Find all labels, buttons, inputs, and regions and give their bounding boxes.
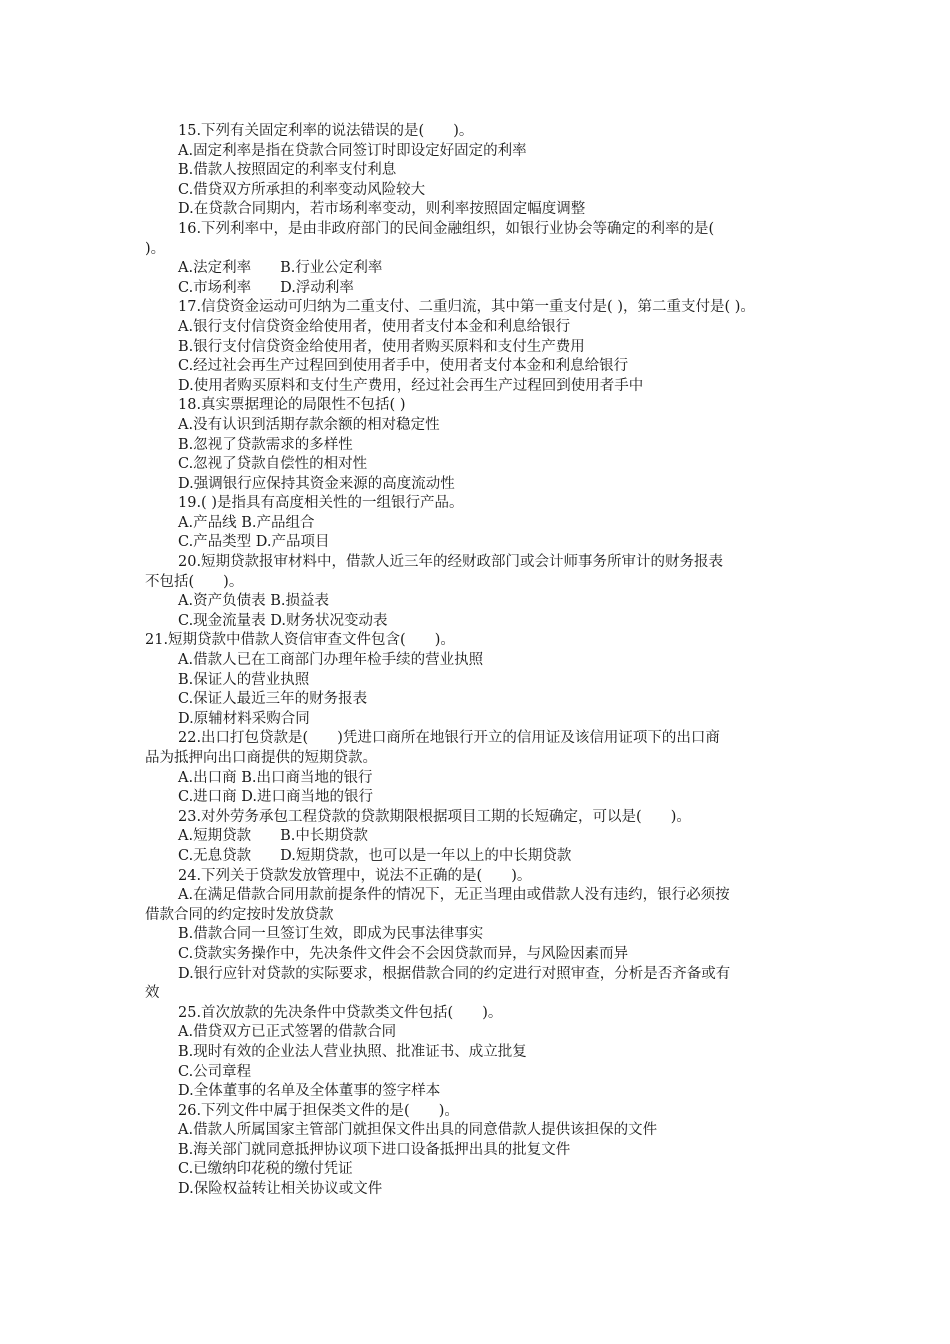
text-line: A.出口商 B.出口商当地的银行 bbox=[178, 769, 373, 786]
text-line: C.无息贷款 D.短期贷款，也可以是一年以上的中长期贷款 bbox=[178, 847, 572, 864]
text-line: D.银行应针对贷款的实际要求，根据借款合同的约定进行对照审查，分析是否齐备或有 bbox=[178, 965, 731, 982]
text-line: 18.真实票据理论的局限性不包括( ) bbox=[178, 397, 406, 414]
text-line: 不包括( )。 bbox=[145, 573, 244, 590]
text-line: 24.下列关于贷款发放管理中，说法不正确的是( )。 bbox=[178, 867, 532, 884]
text-line: C.经过社会再生产过程回到使用者手中，使用者支付本金和利息给银行 bbox=[178, 358, 629, 375]
text-line: D.保险权益转让相关协议或文件 bbox=[178, 1181, 383, 1198]
text-line: D.在贷款合同期内，若市场利率变动，则利率按照固定幅度调整 bbox=[178, 201, 586, 218]
text-line: 26.下列文件中属于担保类文件的是( )。 bbox=[178, 1102, 459, 1119]
text-line: B.保证人的营业执照 bbox=[178, 671, 310, 688]
exam-questions bbox=[145, 122, 815, 1200]
text-line: 21.短期贷款中借款人资信审查文件包含( )。 bbox=[145, 632, 455, 649]
text-line: A.产品线 B.产品组合 bbox=[178, 514, 315, 531]
text-line: B.借款合同一旦签订生效，即成为民事法律事实 bbox=[178, 926, 484, 943]
text-line: A.银行支付信贷资金给使用者，使用者支付本金和利息给银行 bbox=[178, 318, 571, 335]
text-line: D.原辅材料采购合同 bbox=[178, 710, 310, 727]
text-line: 20.短期贷款报审材料中，借款人近三年的经财政部门或会计师事务所审计的财务报表 bbox=[178, 554, 724, 571]
text-line: D.使用者购买原料和支付生产费用，经过社会再生产过程回到使用者手中 bbox=[178, 377, 644, 394]
text-line: C.市场利率 D.浮动利率 bbox=[178, 279, 354, 296]
text-line: B.借款人按照固定的利率支付利息 bbox=[178, 162, 397, 179]
text-line: B.海关部门就同意抵押协议项下进口设备抵押出具的批复文件 bbox=[178, 1141, 571, 1158]
text-line: B.现时有效的企业法人营业执照、批准证书、成立批复 bbox=[178, 1043, 527, 1060]
text-line: C.公司章程 bbox=[178, 1063, 252, 1080]
text-line: D.全体董事的名单及全体董事的签字样本 bbox=[178, 1083, 441, 1100]
text-line: A.短期贷款 B.中长期贷款 bbox=[178, 828, 368, 845]
text-line: 25.首次放款的先决条件中贷款类文件包括( )。 bbox=[178, 1004, 503, 1021]
text-line: A.没有认识到活期存款余额的相对稳定性 bbox=[178, 416, 440, 433]
text-line: D.强调银行应保持其资金来源的高度流动性 bbox=[178, 475, 455, 492]
text-line: C.贷款实务操作中，先决条件文件会不会因贷款而异，与风险因素而异 bbox=[178, 945, 629, 962]
text-line: B.忽视了贷款需求的多样性 bbox=[178, 436, 353, 453]
text-line: A.法定利率 B.行业公定利率 bbox=[178, 260, 383, 277]
text-line: 15.下列有关固定利率的说法错误的是( )。 bbox=[178, 123, 474, 139]
text-line: C.保证人最近三年的财务报表 bbox=[178, 691, 368, 708]
text-line: A.在满足借款合同用款前提条件的情况下，无正当理由或借款人没有违约，银行必须按 bbox=[178, 887, 730, 904]
text-line: B.银行支付信贷资金给使用者，使用者购买原料和支付生产费用 bbox=[178, 338, 585, 355]
text-line: A.资产负债表 B.损益表 bbox=[178, 593, 329, 610]
text-line: C.产品类型 D.产品项目 bbox=[178, 534, 330, 551]
text-line: A.借款人所属国家主管部门就担保文件出具的同意借款人提供该担保的文件 bbox=[178, 1122, 658, 1139]
text-line: 借款合同的约定按时发放贷款 bbox=[145, 906, 334, 923]
text-line: A.固定利率是指在贷款合同签订时即设定好固定的利率 bbox=[178, 142, 527, 159]
text-line: 17.信贷资金运动可归纳为二重支付、二重归流，其中第一重支付是( )，第二重支付是( )。 bbox=[178, 299, 755, 316]
text-line: A.借款人已在工商部门办理年检手续的营业执照 bbox=[178, 652, 484, 669]
text-line: A.借贷双方已正式签署的借款合同 bbox=[178, 1024, 397, 1041]
text-line: C.现金流量表 D.财务状况变动表 bbox=[178, 612, 388, 629]
text-line: C.进口商 D.进口商当地的银行 bbox=[178, 789, 374, 806]
text-line: C.已缴纳印花税的缴付凭证 bbox=[178, 1161, 353, 1178]
text-line: C.借贷双方所承担的利率变动风险较大 bbox=[178, 181, 426, 198]
text-line: 效 bbox=[145, 985, 160, 1002]
text-line: 19.( )是指具有高度相关性的一组银行产品。 bbox=[178, 495, 464, 512]
text-line: C.忽视了贷款自偿性的相对性 bbox=[178, 456, 368, 473]
text-line: 23.对外劳务承包工程贷款的贷款期限根据项目工期的长短确定，可以是( )。 bbox=[178, 808, 691, 825]
text-line: )。 bbox=[145, 240, 166, 257]
text-line: 22.出口打包贷款是( )凭进口商所在地银行开立的信用证及该信用证项下的出口商 bbox=[178, 730, 720, 747]
text-line: 16.下列利率中，是由非政府部门的民间金融组织，如银行业协会等确定的利率的是( bbox=[178, 220, 715, 237]
text-line: 品为抵押向出口商提供的短期贷款。 bbox=[145, 750, 377, 766]
